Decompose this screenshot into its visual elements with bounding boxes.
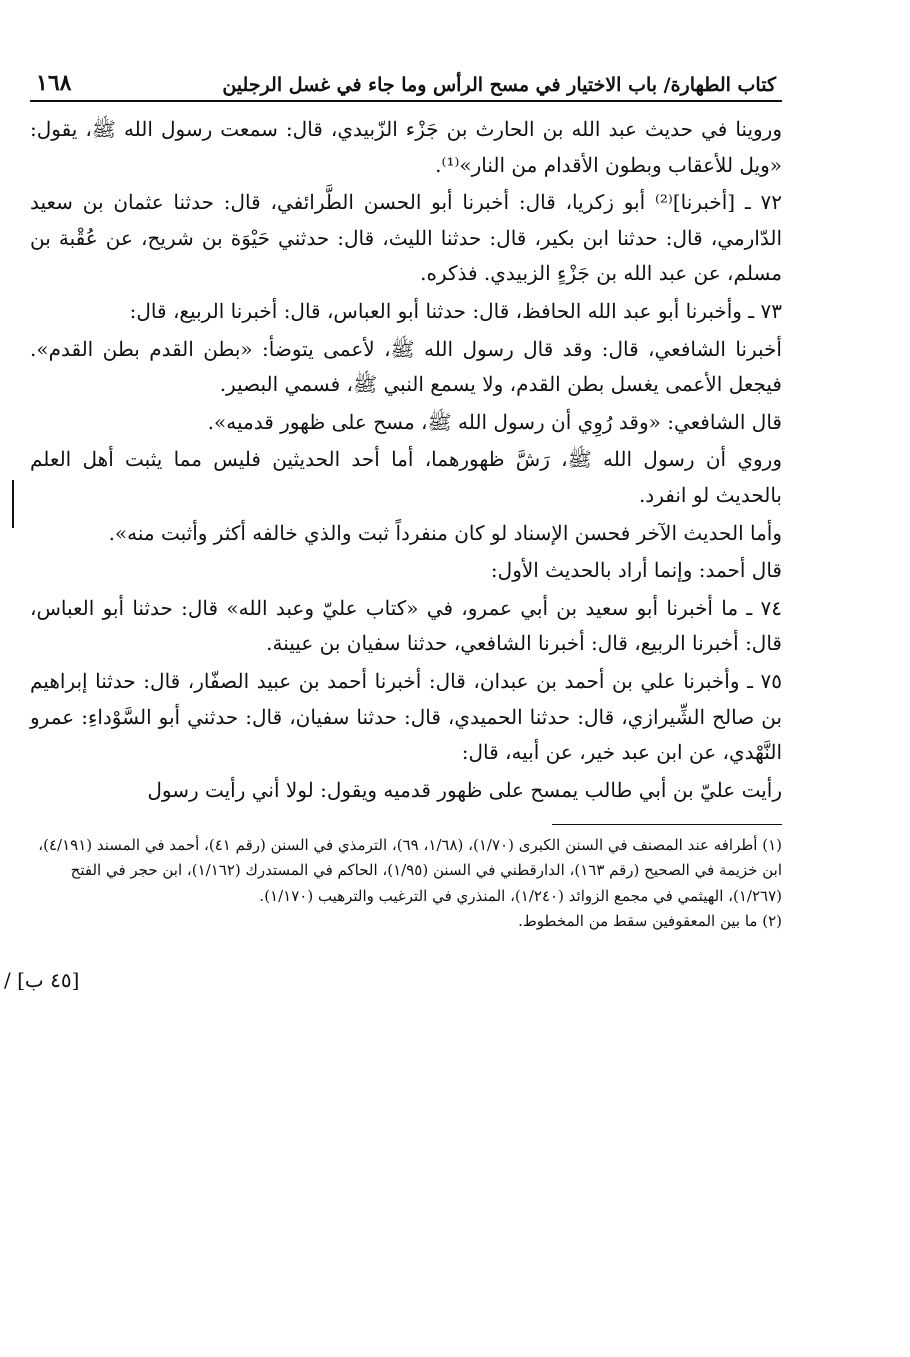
footnote-rule — [552, 824, 782, 825]
page-number: ١٦٨ — [36, 70, 72, 96]
paragraph-11: رأيت عليّ بن أبي طالب يمسح على ظهور قدميه ويقول: لولا أني رأيت رسول — [147, 777, 782, 802]
paragraph-6: وروي أن رسول الله ﷺ، رَشَّ ظهورهما، أما أحد الحديثين فليس مما يثبت أهل العلم بالحديث لو انفرد. — [30, 447, 782, 507]
paragraph-1: وروينا في حديث عبد الله بن الحارث بن جَزْء الزّبيدي، قال: سمعت رسول الله ﷺ، يقول: «ويل للأعقاب وبطون الأقدام من النار»⁽¹⁾. — [30, 117, 782, 177]
paragraph-7: وأما الحديث الآخر فحسن الإسناد لو كان منفرداً ثبت والذي خالفه أكثر وأثبت منه». — [108, 520, 782, 545]
paragraph-10: ٧٥ ـ وأخبرنا علي بن أحمد بن عبدان، قال: أخبرنا أحمد بن عبيد الصفّار، قال: حدثنا إبراهيم بن صالح الشِّيرازي، قال: حدثنا الحميدي، قال: حدثنا سفيان، قال: حدثني أبو السَّوْداءِ: عمرو النَّهْدي، عن ابن عبد خير، عن أبيه، قال: — [30, 668, 782, 765]
running-header — [30, 70, 782, 102]
margin-folio-note: [٤٥ ب] / — [4, 968, 80, 992]
header-title: كتاب الطهارة/ باب الاختيار في مسح الرأس وما جاء في غسل الرجلين — [222, 74, 776, 96]
paragraph-3: ٧٣ ـ وأخبرنا أبو عبد الله الحافظ، قال: حدثنا أبو العباس، قال: أخبرنا الربيع، قال: — [129, 298, 782, 323]
paragraph-5: قال الشافعي: «وقد رُوِي أن رسول الله ﷺ، مسح على ظهور قدميه». — [207, 409, 782, 434]
footnote-1: (١) أطرافه عند المصنف في السنن الكبرى (١/٧٠)، (١/٦٨، ٦٩)، الترمذي في السنن (رقم ٤١)، أحمد في المسند (٤/١٩١)، ابن خزيمة في الصحيح (رقم ١٦٣)، الدارقطني في السنن (١/٩٥)، الحاكم في المستدرك (١/١٦٢)، ابن حجر في الفتح (١/٢٦٧)، الهيثمي في مجمع الزوائد (١/٢٤٠)، المنذري في الترغيب والترهيب (١/١٧٠). — [38, 836, 782, 905]
main-text — [30, 112, 782, 808]
paragraph-2: ٧٢ ـ [أخبرنا]⁽²⁾ أبو زكريا، قال: أخبرنا أبو الحسن الطَّرائفي، قال: حدثنا عثمان بن سعيد الدّارمي، قال: حدثنا ابن بكير، قال: حدثنا الليث، قال: حدثني حَيْوَة بن شريح، عن عُقْبة بن مسلم، عن عبد الله بن جَزْءٍ الزبيدي. فذكره. — [30, 190, 783, 286]
paragraph-9: ٧٤ ـ ما أخبرنا أبو سعيد بن أبي عمرو، في «كتاب عليّ وعبد الله» قال: حدثنا أبو العباس، قال: أخبرنا الربيع، قال: أخبرنا الشافعي، حدثنا سفيان بن عيينة. — [30, 595, 782, 656]
margin-bar — [12, 480, 14, 528]
page — [30, 70, 782, 934]
footnotes — [30, 833, 782, 934]
paragraph-4: أخبرنا الشافعي، قال: وقد قال رسول الله ﷺ، لأعمى يتوضأ: «بطن القدم بطن القدم». فيجعل الأعمى يغسل بطن القدم، ولا يسمع النبي ﷺ، فسمي البصير. — [30, 336, 782, 397]
footnote-2: (٢) ما بين المعقوفين سقط من المخطوط. — [518, 911, 782, 930]
paragraph-8: قال أحمد: وإنما أراد بالحديث الأول: — [490, 558, 782, 583]
